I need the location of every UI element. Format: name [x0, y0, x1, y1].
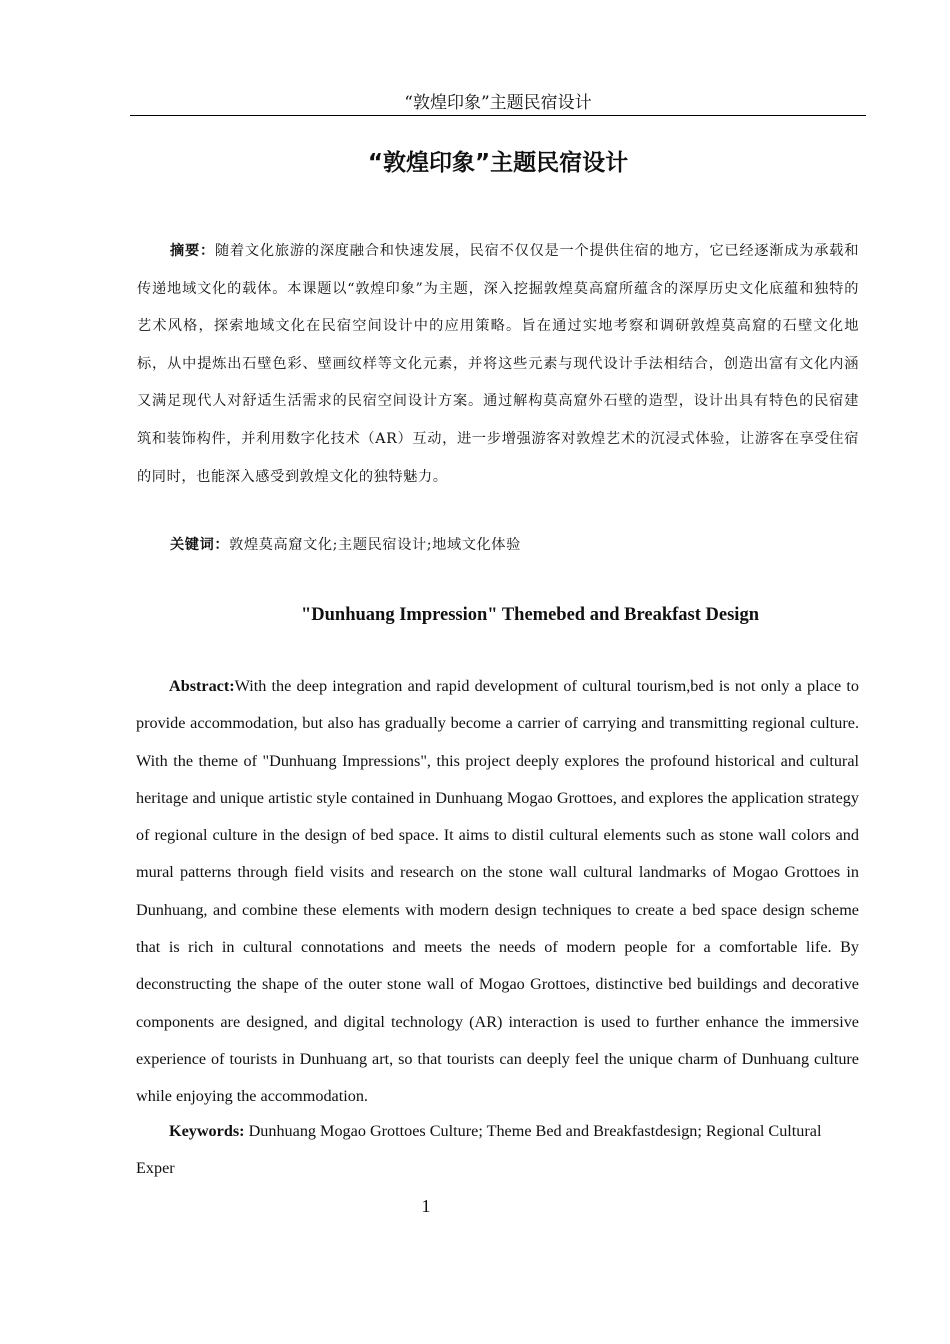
english-keywords [136, 1113, 859, 1188]
page-number: 1 [421, 1196, 431, 1216]
english-abstract [136, 668, 859, 1116]
chinese-keywords [137, 530, 859, 560]
running-header: “敦煌印象”主题民宿设计 [404, 93, 592, 113]
chinese-keywords-label: 关键词： [170, 537, 230, 553]
chinese-title: “敦煌印象”主题民宿设计 [367, 150, 629, 176]
english-keywords-label: Keywords: [169, 1122, 245, 1140]
english-keywords-text: Dunhuang Mogao Grottoes Culture; Theme Bed and Breakfastdesign; Regional Cultural Exper [136, 1122, 822, 1178]
chinese-abstract-label: 摘要： [170, 243, 215, 259]
chinese-abstract-text: 随着文化旅游的深度融合和快速发展，民宿不仅仅是一个提供住宿的地方，它已经逐渐成为承载和传递地域文化的载体。本课题以“敦煌印象”为主题，深入挖掘敦煌莫高窟所蕴含的深厚历史文化底蕴和独特的艺术风格，探索地域文化在民宿空间设计中的应用策略。旨在通过实地考察和调研敦煌莫高窟的石壁文化地标，从中提炼出石壁色彩、壁画纹样等文化元素，并将这些元素与现代设计手法相结合，创造出富有文化内涵又满足现代人对舒适生活需求的民宿空间设计方案。通过解构莫高窟外石壁的造型，设计出具有特色的民宿建筑和装饰构件，并利用数字化技术（AR）互动，进一步增强游客对敦煌艺术的沉浸式体验，让游客在享受住宿的同时，也能深入感受到敦煌文化的独特魅力。 [137, 243, 859, 485]
header-rule [130, 115, 866, 116]
english-abstract-text: With the deep integration and rapid development of cultural tourism,bed is not only a place to provide accommodation, but also has gradually become a carrier of carrying and transmitting regional culture. With the theme of "Dunhuang Impressions", this project deeply explores the profound historical and cultural heritage and unique artistic style contained in Dunhuang Mogao Grottoes, and explores the application strategy of regional culture in the design of bed space. It aims to distil cultural elements such as stone wall colors and mural patterns through field visits and research on the stone wall cultural landmarks of Mogao Grottoes in Dunhuang, and combine these elements with modern design techniques to create a bed space design scheme that is rich in cultural connotations and meets the needs of modern people for a comfortable life. By deconstructing the shape of the outer stone wall of Mogao Grottoes, distinctive bed buildings and decorative components are designed, and digital technology (AR) interaction is used to further enhance the immersive experience of tourists in Dunhuang art, so that tourists can deeply feel the unique charm of Dunhuang culture while enjoying the accommodation. [136, 677, 859, 1106]
english-abstract-label: Abstract: [169, 677, 235, 695]
english-title: "Dunhuang Impression" Themebed and Breakfast Design [301, 605, 759, 625]
chinese-keywords-text: 敦煌莫高窟文化;主题民宿设计;地域文化体验 [229, 537, 521, 553]
chinese-abstract [137, 233, 859, 496]
